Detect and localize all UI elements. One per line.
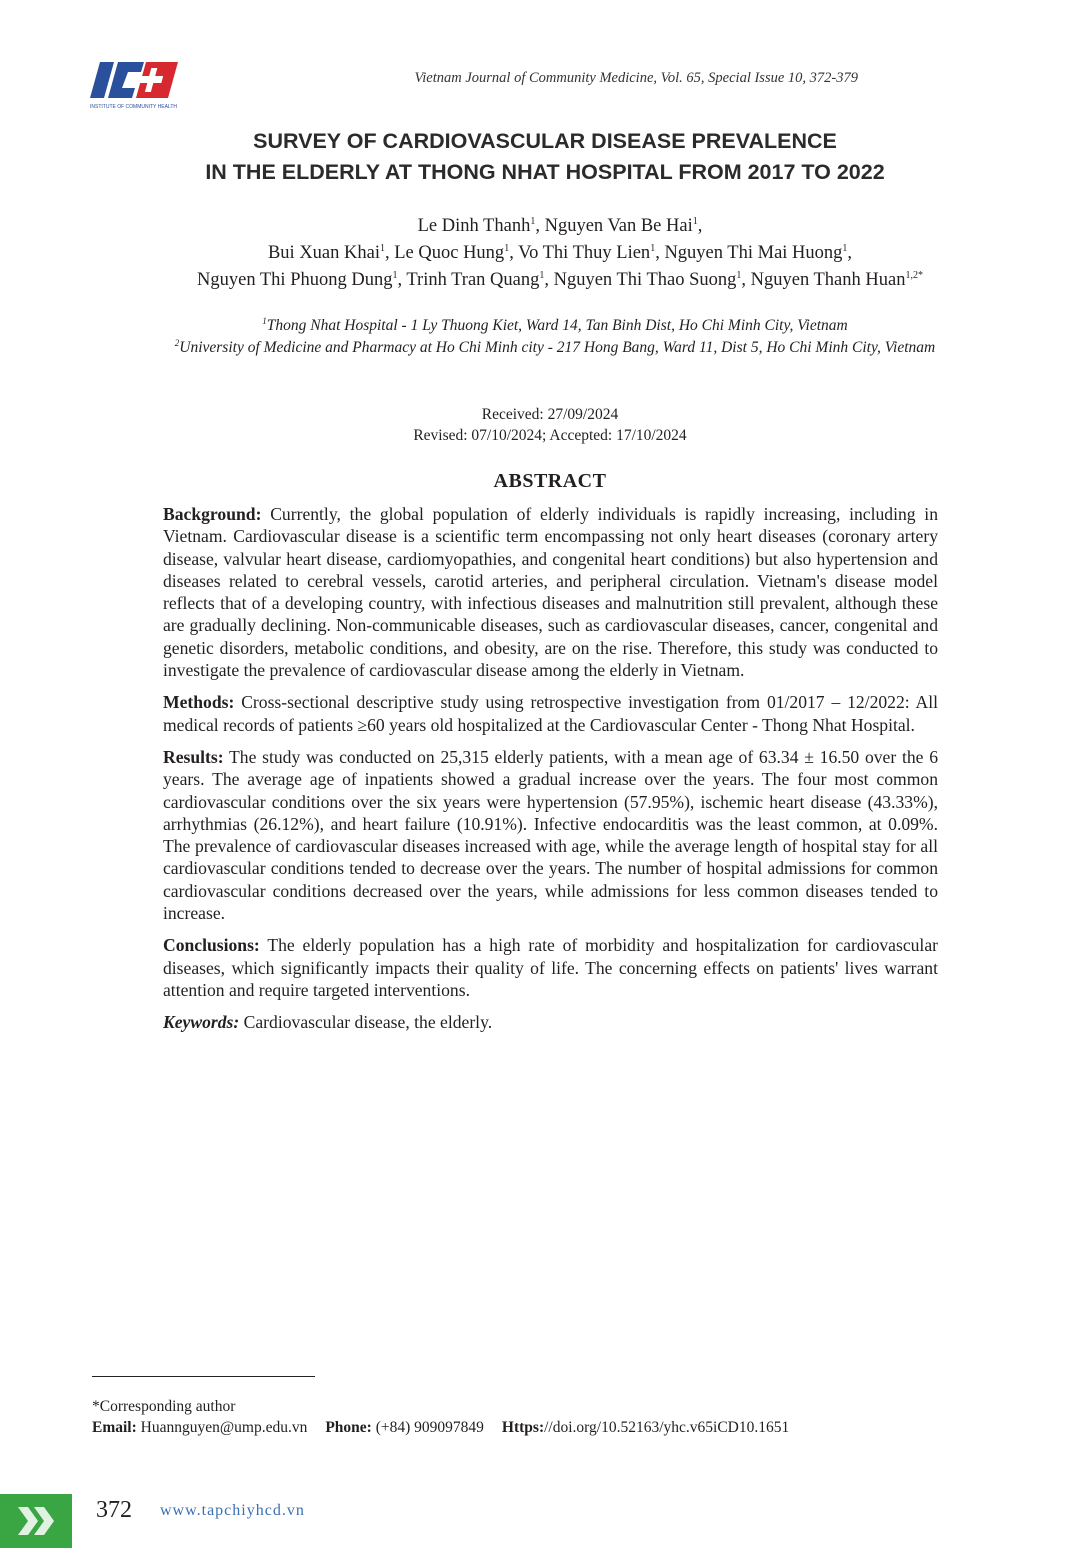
affiliation-number: 2 bbox=[174, 338, 180, 348]
author-affiliation-mark: 1 bbox=[650, 243, 656, 254]
footer-green-tab bbox=[0, 1494, 72, 1548]
author-affiliation-mark: 1 bbox=[692, 216, 698, 227]
double-chevron-right-icon bbox=[18, 1507, 58, 1535]
author-line-3: Nguyen Thi Phuong Dung$^1$, Trinh Tran Quang$^1$, Nguyen Thi Thao Suong$^1$, Nguyen Thanh Huan$^{1,2*}$ bbox=[197, 270, 923, 290]
author-affiliation-mark: 1 bbox=[736, 270, 742, 281]
page-number: 372 bbox=[96, 1497, 132, 1523]
affiliation-list bbox=[40, 315, 1070, 359]
author-name: Trinh Tran Quang bbox=[406, 270, 540, 290]
author-affiliation-mark: 1 bbox=[530, 216, 536, 227]
affiliation-2 bbox=[40, 337, 1070, 359]
abstract-conclusions bbox=[163, 934, 938, 1001]
abstract-body bbox=[163, 503, 938, 1044]
footnote-divider bbox=[92, 1376, 315, 1377]
author-list bbox=[60, 213, 1060, 294]
author-name: Nguyen Thi Thao Suong bbox=[553, 270, 737, 290]
journal-website-link[interactable]: www.tapchiyhcd.vn bbox=[160, 1502, 305, 1519]
email-value[interactable]: Huannguyen@ump.edu.vn bbox=[136, 1419, 308, 1436]
author-affiliation-mark: 1 bbox=[392, 270, 398, 281]
author-name: Nguyen Thanh Huan bbox=[750, 270, 906, 290]
title-line-2: IN THE ELDERLY AT THONG NHAT HOSPITAL FROM 2017 TO 2022 bbox=[205, 160, 885, 184]
email-label: Email: bbox=[92, 1419, 137, 1436]
journal-logo bbox=[88, 58, 180, 110]
affiliation-text: University of Medicine and Pharmacy at Ho Chi Minh city - 217 Hong Bang, Ward 11, Dist 5, Ho Chi Minh City, Vietnam bbox=[179, 339, 936, 356]
background-text: Currently, the global population of elderly individuals is rapidly increasing, including in Vietnam. Cardiovascular disease is a scientific term encompassing not only heart diseases (coronary artery disease, valvular heart disease, cardiomyopathies, and congenital heart conditions) but also hypertension and diseases related to cerebral vessels, carotid arteries, and peripheral circulation. Vietnam's disease model reflects that of a developing country, with infectious diseases and malnutrition still prevalent, although these are gradually declining. Non-communicable diseases, such as cardiovascular diseases, cancer, congenital and genetic disorders, metabolic conditions, and obesity, are on the rise. Therefore, this study was conducted to investigate the prevalence of cardiovascular disease among the elderly in Vietnam. bbox=[163, 504, 938, 681]
phone-label: Phone: bbox=[325, 1419, 372, 1436]
results-text: The study was conducted on 25,315 elderly patients, with a mean age of 63.34 ± 16.50 over the 6 years. The average age of inpatients showed a gradual increase over the years. The four most common cardiovascular conditions over the six years were hypertension (57.95%), ischemic heart disease (43.33%), arrhythmias (26.12%), and heart failure (10.91%). Infective endocarditis was the least common, at 0.09%. The prevalence of cardiovascular diseases increased with age, while the average length of hospital stay for all cardiovascular conditions tended to decrease over the years. The number of hospital admissions for common cardiovascular conditions decreased over the years, while admissions for less common diseases tended to increase. bbox=[163, 746, 938, 924]
received-date: Received: 27/09/2024 bbox=[481, 406, 619, 423]
affiliation-text: Thong Nhat Hospital - 1 Ly Thuong Kiet, Ward 14, Tan Binh Dist, Ho Chi Minh City, Vietnam bbox=[266, 317, 848, 334]
author-line-2: Bui Xuan Khai$^1$, Le Quoc Hung$^1$, Vo Thi Thuy Lien$^1$, Nguyen Thi Mai Huong$^1$, bbox=[267, 243, 853, 263]
author-affiliation-mark: 1,2* bbox=[905, 270, 923, 281]
keywords-label: Keywords: bbox=[163, 1012, 240, 1033]
submission-dates bbox=[0, 404, 1090, 446]
ich-logo-icon bbox=[88, 58, 180, 110]
affiliation-1 bbox=[40, 315, 1070, 337]
author-name: Nguyen Thi Phuong Dung bbox=[197, 270, 393, 290]
revised-accepted-date: Revised: 07/10/2024; Accepted: 17/10/2024 bbox=[413, 427, 687, 444]
contact-line bbox=[92, 1417, 992, 1438]
paper-title bbox=[0, 126, 1090, 188]
author-affiliation-mark: 1 bbox=[539, 270, 545, 281]
keywords-text: Cardiovascular disease, the elderly. bbox=[239, 1012, 493, 1033]
author-line-1: Le Dinh Thanh$^1$, Nguyen Van Be Hai$^1$, bbox=[417, 216, 703, 236]
conclusions-text: The elderly population has a high rate of morbidity and hospitalization for cardiovascular diseases, which significantly impacts their quality of life. The concerning effects on patients' lives warrant attention and require targeted interventions. bbox=[163, 935, 938, 1000]
journal-citation: Vietnam Journal of Community Medicine, Vol. 65, Special Issue 10, 372-379 bbox=[414, 70, 858, 86]
abstract-heading: ABSTRACT bbox=[493, 470, 607, 492]
abstract-results bbox=[163, 746, 938, 924]
phone-value: (+84) 909097849 bbox=[371, 1419, 484, 1436]
affiliation-number: 1 bbox=[262, 316, 267, 326]
author-affiliation-mark: 1 bbox=[842, 243, 848, 254]
conclusions-label: Conclusions: bbox=[163, 935, 260, 956]
author-affiliation-mark: 1 bbox=[504, 243, 510, 254]
author-name: Vo Thi Thuy Lien bbox=[518, 243, 651, 263]
doi-link[interactable]: //doi.org/10.52163/yhc.v65iCD10.1651 bbox=[544, 1419, 790, 1436]
author-affiliation-mark: 1 bbox=[379, 243, 385, 254]
abstract-keywords bbox=[163, 1011, 938, 1033]
abstract-methods bbox=[163, 691, 938, 736]
abstract-background bbox=[163, 503, 938, 681]
corresponding-author-footnote bbox=[92, 1396, 992, 1438]
author-name: Le Dinh Thanh bbox=[417, 216, 531, 236]
doi-label: Https: bbox=[501, 1419, 545, 1436]
background-label: Background: bbox=[163, 504, 262, 524]
title-line-1: SURVEY OF CARDIOVASCULAR DISEASE PREVALENCE bbox=[253, 129, 837, 153]
corresponding-author-note: *Corresponding author bbox=[92, 1398, 236, 1415]
methods-label: Methods: bbox=[163, 692, 235, 713]
author-name: Le Quoc Hung bbox=[394, 243, 505, 263]
author-name: Nguyen Van Be Hai bbox=[544, 216, 693, 236]
author-name: Bui Xuan Khai bbox=[267, 243, 380, 263]
logo-caption: INSTITUTE OF COMMUNITY HEALTH bbox=[90, 104, 178, 110]
author-name: Nguyen Thi Mai Huong bbox=[664, 243, 843, 263]
methods-text: Cross-sectional descriptive study using retrospective investigation from 01/2017 – 12/2022: All medical records of patients ≥60 years old hospitalized at the Cardiovascular Center - Thong Nhat Hospital. bbox=[163, 692, 938, 735]
results-label: Results: bbox=[163, 746, 224, 767]
